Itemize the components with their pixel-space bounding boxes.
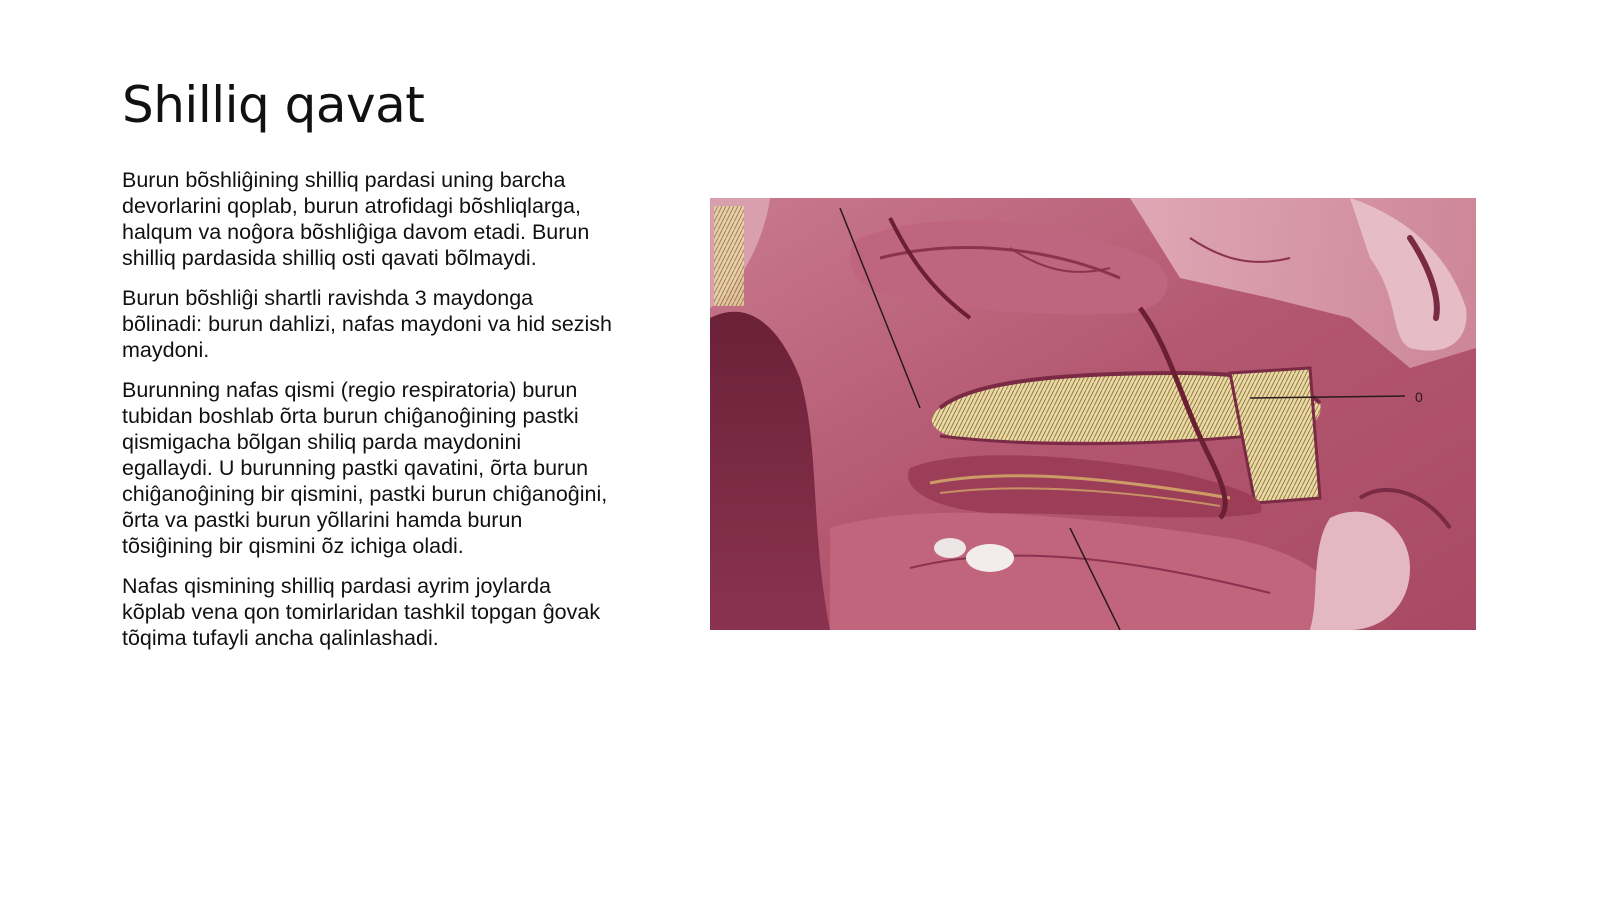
paragraph-1: Burun bõshliĝining shilliq pardasi uning barcha devorlarini qoplab, burun atrofidagi bõshliqlarga, halqum va noĝora bõshliĝiga davom etadi. Burun shilliq pardasida shilliq osti qavati bõlmaydi. xyxy=(122,168,590,270)
paragraph-2: Burun bõshliĝi shartli ravishda 3 maydonga bõlinadi: burun dahlizi, nafas maydoni va hid sezish maydoni. xyxy=(122,286,613,362)
nasal-cavity-section-image xyxy=(710,198,1476,630)
slide-title: Shilliq qavat xyxy=(122,76,425,134)
paragraph-4: Nafas qismining shilliq pardasi ayrim joylarda kõplab vena qon tomirlaridan tashkil topgan ĝovak tõqima tufayli ancha qalinlashadi. xyxy=(122,574,601,650)
anatomy-illustration xyxy=(710,198,1476,630)
paragraph-3: Burunning nafas qismi (regio respiratoria) burun tubidan boshlab õrta burun chiĝanoĝining pastki qismigacha bõlgan shiliq parda maydonini egallaydi. U burunning pastki qavatini, õrta burun chiĝanoĝining bir qismini, pastki burun chiĝanoĝini, õrta va pastki burun yõllarini hamda burun tõsiĝining bir qismini õz ichiga oladi. xyxy=(122,378,608,558)
figure-label: 0 xyxy=(1415,389,1423,405)
slide-body-text xyxy=(122,167,617,665)
